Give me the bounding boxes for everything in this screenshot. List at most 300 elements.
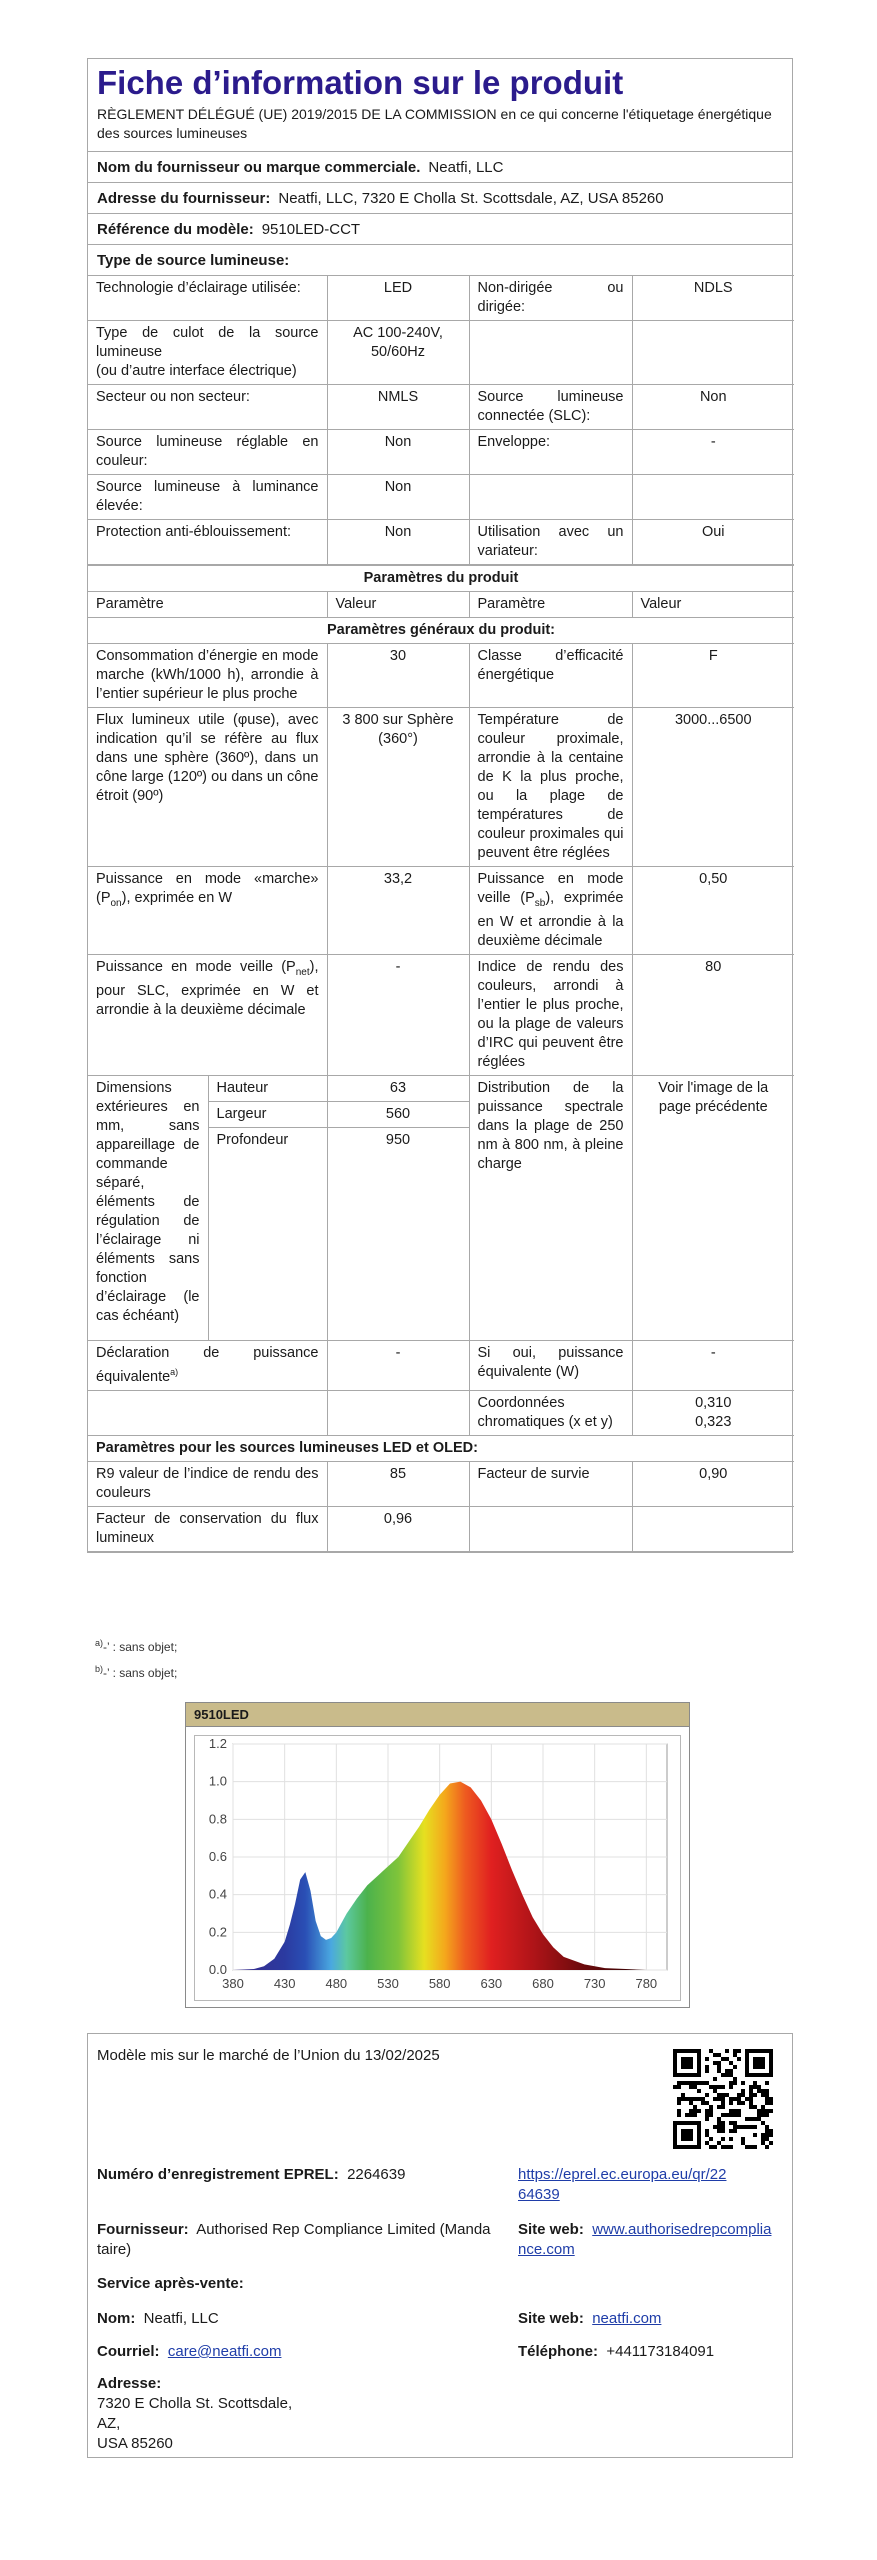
cap-type-label: Type de culot de la source lumineuse [96, 325, 319, 360]
qr-module [765, 2097, 769, 2101]
rep-site-link[interactable]: nce.com [518, 2241, 575, 2258]
qr-module [737, 2109, 741, 2113]
param-value: 0,50 [632, 867, 794, 955]
qr-module [737, 2097, 741, 2101]
qr-module [689, 2081, 693, 2085]
label-part: Puissance en mode «marche» (P [96, 871, 319, 906]
qr-module [729, 2097, 733, 2101]
empty-cell [632, 1506, 794, 1551]
type-label: Utilisation avec un variateur: [469, 520, 632, 565]
eprel-value: 2264639 [347, 2166, 406, 2183]
market-date-text: Modèle mis sur le marché de l’Union du 13/02/2025 [97, 2047, 440, 2064]
model-label: Référence du modèle: [97, 220, 254, 238]
qr-module [765, 2101, 769, 2105]
qr-module [733, 2097, 737, 2101]
type-label [469, 321, 632, 385]
qr-module [705, 2081, 709, 2085]
qr-module [745, 2117, 749, 2121]
column-header: Valeur [327, 592, 469, 618]
qr-module [753, 2133, 757, 2137]
label-sub: sb [534, 897, 546, 909]
qr-module [725, 2073, 729, 2077]
footnote-b [95, 1658, 177, 1684]
type-value: Non [327, 520, 469, 565]
label-sub: net [295, 966, 310, 978]
qr-module [705, 2065, 709, 2069]
qr-module [713, 2053, 717, 2057]
eprel-link-line[interactable]: https://eprel.ec.europa.eu/qr/22 [518, 2166, 727, 2183]
qr-module [757, 2109, 761, 2113]
qr-finder-core [681, 2057, 693, 2069]
qr-module [681, 2081, 685, 2085]
qr-module [737, 2049, 741, 2053]
qr-module [765, 2081, 769, 2085]
qr-module [765, 2089, 769, 2093]
qr-module [681, 2097, 685, 2101]
qr-module [761, 2093, 765, 2097]
qr-module [765, 2137, 769, 2141]
qr-module [713, 2077, 717, 2081]
qr-module [689, 2109, 693, 2113]
qr-module [749, 2117, 753, 2121]
param-label: Consommation d’énergie en mode marche (kWh/1000 h), arrondie à l’entier supérieur le plus proche [88, 644, 327, 708]
qr-module [709, 2109, 713, 2113]
address-line: AZ, [97, 2415, 121, 2432]
qr-module [705, 2141, 709, 2145]
qr-module [717, 2085, 721, 2089]
param-label: Facteur de conservation du flux lumineux [88, 1506, 327, 1551]
param-value: 30 [327, 644, 469, 708]
registration-card [87, 2033, 793, 2458]
param-value: 0,96 [327, 1506, 469, 1551]
table-row [88, 708, 794, 867]
qr-module [741, 2089, 745, 2093]
qr-module [737, 2093, 741, 2097]
type-value: NDLS [632, 276, 794, 321]
qr-module [729, 2073, 733, 2077]
eprel-link-line[interactable]: 64639 [518, 2186, 560, 2203]
x-tick-label: 530 [377, 1976, 399, 1991]
qr-module [725, 2145, 729, 2149]
footnote-text: -’ : sans objet; [103, 1640, 178, 1654]
column-header: Valeur [632, 592, 794, 618]
qr-module [741, 2125, 745, 2129]
qr-module [725, 2057, 729, 2061]
x-tick-label: 380 [222, 1976, 244, 1991]
chart-title: 9510LED [186, 1703, 689, 1727]
eprel-label: Numéro d’enregistrement EPREL: [97, 2166, 339, 2183]
qr-module [749, 2085, 753, 2089]
param-value [632, 1390, 794, 1435]
phone-value: +441173184091 [606, 2343, 715, 2360]
qr-module [717, 2117, 721, 2121]
service-name-value: Neatfi, LLC [143, 2310, 219, 2327]
qr-module [753, 2125, 757, 2129]
qr-module [717, 2105, 721, 2109]
y-tick-label: 0.6 [208, 1849, 227, 1864]
qr-module [713, 2097, 717, 2101]
qr-module [709, 2049, 713, 2053]
qr-module [689, 2085, 693, 2089]
footnote-mark: b) [95, 1664, 104, 1674]
qr-module [737, 2125, 741, 2129]
param-label [88, 1340, 327, 1390]
label-part: ), exprimée en W et arrondie à la deuxième décimale [477, 890, 624, 949]
spectrum-svg [195, 1736, 682, 2002]
y-tick-label: 1.2 [208, 1736, 227, 1751]
qr-module [677, 2081, 681, 2085]
qr-module [745, 2125, 749, 2129]
qr-module [765, 2145, 769, 2149]
qr-module [729, 2085, 733, 2089]
qr-module [721, 2097, 725, 2101]
column-header: Paramètre [469, 592, 632, 618]
type-label [88, 321, 327, 385]
param-value: 950 [327, 1127, 469, 1340]
type-label: Source lumineuse connectée (SLC): [469, 385, 632, 430]
table-row [88, 385, 794, 430]
qr-module [733, 2081, 737, 2085]
label-part: Déclaration de puissance équivalente [96, 1344, 319, 1385]
qr-module [721, 2093, 725, 2097]
qr-code-icon [673, 2049, 773, 2149]
product-info-sheet [87, 58, 793, 1553]
x-tick-label: 430 [273, 1976, 296, 1991]
eprel-link[interactable] [518, 2165, 726, 2205]
service-site-link[interactable]: neatfi.com [592, 2310, 662, 2327]
supplier-name-label: Nom du fournisseur ou marque commerciale. [97, 158, 421, 176]
qr-module [753, 2117, 757, 2121]
qr-module [753, 2105, 757, 2109]
type-value: AC 100-240V, 50/60Hz [327, 321, 469, 385]
qr-module [729, 2109, 733, 2113]
type-heading: Type de source lumineuse: [97, 251, 290, 269]
model-value: 9510LED-CCT [261, 220, 361, 238]
x-tick-label: 580 [428, 1976, 451, 1991]
qr-module [705, 2133, 709, 2137]
qr-module [701, 2101, 705, 2105]
qr-module [689, 2113, 693, 2117]
service-heading: Service après-vente: [97, 2275, 244, 2292]
regulation-subtitle: RÈGLEMENT DÉLÉGUÉ (UE) 2019/2015 DE LA COMMISSION en ce qui concerne l'étiquetage énergétique des sources lumineuses [97, 106, 772, 141]
qr-module [729, 2069, 733, 2073]
qr-module [737, 2057, 741, 2061]
param-value: 80 [632, 954, 794, 1075]
supplier-address-label: Adresse du fournisseur: [97, 189, 271, 207]
param-value: - [327, 1340, 469, 1390]
param-value: - [327, 954, 469, 1075]
qr-module [705, 2109, 709, 2113]
cap-type-label-note: (ou d’autre interface électrique) [96, 363, 297, 379]
label-sup: a) [170, 1366, 179, 1377]
qr-module [765, 2133, 769, 2137]
qr-module [709, 2145, 713, 2149]
qr-module [705, 2093, 709, 2097]
qr-module [729, 2145, 733, 2149]
address-block [97, 2374, 292, 2454]
qr-module [693, 2097, 697, 2101]
table-row [88, 430, 794, 475]
qr-module [721, 2105, 725, 2109]
qr-module [733, 2129, 737, 2133]
param-value: 63 [327, 1075, 469, 1101]
label-part: ), exprimée en W [121, 890, 233, 906]
type-label: Protection anti-éblouissement: [88, 520, 327, 565]
qr-module [749, 2101, 753, 2105]
qr-module [677, 2109, 681, 2113]
type-value [632, 475, 794, 520]
label-part: Puissance en mode veille (P [477, 871, 624, 906]
qr-module [685, 2113, 689, 2117]
qr-module [697, 2109, 701, 2113]
qr-module [717, 2053, 721, 2057]
type-value: Oui [632, 520, 794, 565]
empty-cell [469, 1506, 632, 1551]
y-tick-label: 1.0 [208, 1773, 227, 1789]
type-value: - [632, 430, 794, 475]
table-row [88, 276, 794, 321]
qr-module [737, 2101, 741, 2105]
param-label: Distribution de la puissance spectrale dans la plage de 250 nm à 800 nm, à pleine charge [469, 1075, 632, 1340]
param-value: F [632, 644, 794, 708]
qr-module [757, 2089, 761, 2093]
table-row [88, 566, 794, 592]
qr-module [725, 2093, 729, 2097]
qr-module [705, 2129, 709, 2133]
qr-module [701, 2097, 705, 2101]
qr-module [749, 2093, 753, 2097]
section-heading: Paramètres du produit [88, 566, 794, 592]
qr-module [729, 2121, 733, 2125]
param-label [88, 867, 327, 955]
supplier-address-row [88, 182, 792, 213]
qr-module [761, 2113, 765, 2117]
qr-module [757, 2113, 761, 2117]
qr-module [729, 2137, 733, 2141]
qr-module [697, 2097, 701, 2101]
type-label: Source lumineuse réglable en couleur: [88, 430, 327, 475]
param-value: 85 [327, 1461, 469, 1506]
footnote-text: -’ : sans objet; [103, 1666, 178, 1680]
qr-module [769, 2141, 773, 2145]
type-label: Technologie d’éclairage utilisée: [88, 276, 327, 321]
address-label: Adresse: [97, 2375, 162, 2392]
qr-module [717, 2061, 721, 2065]
qr-module [713, 2125, 717, 2129]
qr-module [717, 2121, 721, 2125]
type-label: Source lumineuse à luminance élevée: [88, 475, 327, 520]
type-table [88, 275, 794, 565]
param-value: - [632, 1340, 794, 1390]
table-row [88, 1340, 794, 1390]
qr-finder-core [681, 2129, 693, 2141]
dim-label: Hauteur [208, 1075, 327, 1101]
qr-module [709, 2137, 713, 2141]
qr-module [761, 2141, 765, 2145]
type-label: Non-dirigée ou dirigée: [469, 276, 632, 321]
param-value: 3000...6500 [632, 708, 794, 867]
parameters-table [88, 565, 794, 1552]
qr-module [753, 2093, 757, 2097]
qr-module [677, 2101, 681, 2105]
qr-module [749, 2097, 753, 2101]
qr-module [733, 2065, 737, 2069]
supplier-name-row [88, 151, 792, 182]
param-label: Facteur de survie [469, 1461, 632, 1506]
table-row [88, 1461, 794, 1506]
column-header: Paramètre [88, 592, 327, 618]
qr-module [721, 2073, 725, 2077]
chroma-x: 0,310 [695, 1394, 732, 1411]
label-sub: on [110, 897, 122, 909]
table-row [88, 1075, 794, 1101]
x-tick-label: 680 [532, 1976, 554, 1991]
qr-module [769, 2101, 773, 2105]
qr-module [685, 2097, 689, 2101]
qr-module [749, 2105, 753, 2109]
table-row [88, 592, 794, 618]
email-row [97, 2342, 281, 2362]
service-site-label: Site web: [518, 2310, 584, 2327]
rep-value: taire) [97, 2241, 132, 2258]
qr-module [685, 2081, 689, 2085]
service-site-row [518, 2309, 661, 2329]
qr-module [761, 2089, 765, 2093]
qr-module [673, 2085, 677, 2089]
qr-module [765, 2109, 769, 2113]
qr-module [681, 2093, 685, 2097]
dim-label: Largeur [208, 1101, 327, 1127]
qr-module [717, 2097, 721, 2101]
type-value [632, 321, 794, 385]
param-label [88, 954, 327, 1075]
qr-module [693, 2081, 697, 2085]
param-value: Voir l'image de la page précédente [632, 1075, 794, 1340]
rep-row [97, 2220, 502, 2260]
qr-module [733, 2113, 737, 2117]
table-row [88, 954, 794, 1075]
qr-module [713, 2145, 717, 2149]
y-tick-label: 0.8 [208, 1811, 227, 1827]
label-part: Puissance en mode veille (P [96, 958, 296, 975]
qr-module [713, 2089, 717, 2093]
qr-module [745, 2145, 749, 2149]
param-value: 560 [327, 1101, 469, 1127]
service-name-label: Nom: [97, 2310, 136, 2327]
qr-module [717, 2069, 721, 2073]
qr-module [761, 2105, 765, 2109]
y-tick-label: 0.4 [208, 1886, 227, 1902]
qr-module [721, 2113, 725, 2117]
qr-module [677, 2113, 681, 2117]
qr-module [705, 2069, 709, 2073]
qr-module [717, 2065, 721, 2069]
supplier-name-value: Neatfi, LLC [428, 158, 504, 176]
table-row [88, 618, 794, 644]
address-line: 7320 E Cholla St. Scottsdale, [97, 2395, 293, 2412]
qr-module [757, 2085, 761, 2089]
qr-module [689, 2097, 693, 2101]
qr-module [761, 2133, 765, 2137]
qr-module [749, 2089, 753, 2093]
email-link[interactable]: care@neatfi.com [167, 2343, 282, 2360]
rep-site-link[interactable]: www.authorisedrepcomplia [592, 2221, 772, 2238]
qr-module [733, 2077, 737, 2081]
qr-module [717, 2093, 721, 2097]
param-label: Classe d’efficacité énergétique [469, 644, 632, 708]
qr-module [765, 2125, 769, 2129]
qr-module [749, 2145, 753, 2149]
type-value: NMLS [327, 385, 469, 430]
type-label: Enveloppe: [469, 430, 632, 475]
qr-module [693, 2105, 697, 2109]
qr-module [693, 2085, 697, 2089]
qr-module [729, 2081, 733, 2085]
x-tick-label: 730 [583, 1976, 606, 1991]
qr-module [729, 2129, 733, 2133]
rep-label: Fournisseur: [97, 2221, 189, 2238]
qr-module [761, 2109, 765, 2113]
qr-module [709, 2113, 713, 2117]
qr-module [733, 2049, 737, 2053]
qr-finder-core [753, 2057, 765, 2069]
qr-module [705, 2117, 709, 2121]
type-value: LED [327, 276, 469, 321]
qr-module [765, 2093, 769, 2097]
qr-module [729, 2113, 733, 2117]
qr-module [701, 2081, 705, 2085]
y-tick-label: 0.2 [208, 1924, 227, 1940]
qr-module [721, 2145, 725, 2149]
table-row [88, 1390, 794, 1435]
qr-module [725, 2113, 729, 2117]
x-tick-label: 630 [480, 1976, 503, 1991]
qr-module [713, 2061, 717, 2065]
qr-module [677, 2097, 681, 2101]
section-heading: Paramètres pour les sources lumineuses LED et OLED: [88, 1435, 794, 1461]
param-value: 3 800 sur Sphère (360°) [327, 708, 469, 867]
param-label: R9 valeur de l’indice de rendu des couleurs [88, 1461, 327, 1506]
chroma-y: 0,323 [695, 1413, 732, 1430]
eprel-row [97, 2165, 405, 2185]
qr-module [705, 2113, 709, 2117]
table-row [88, 520, 794, 565]
table-row [88, 321, 794, 385]
qr-module [733, 2109, 737, 2113]
footnote-a [95, 1632, 177, 1658]
param-label: Dimensions extérieures en mm, sans appareillage de commande séparé, éléments de régulation de l’éclairage ni éléments sans fonction d’éclairage (le cas échéant) [88, 1075, 208, 1340]
type-value: Non [327, 430, 469, 475]
qr-module [677, 2085, 681, 2089]
qr-module [769, 2133, 773, 2137]
spectrum-chart [185, 1702, 690, 2008]
address-line: USA 85260 [97, 2435, 173, 2452]
qr-module [753, 2145, 757, 2149]
qr-module [697, 2081, 701, 2085]
qr-module [717, 2141, 721, 2145]
type-value: Non [632, 385, 794, 430]
y-tick-label: 0.0 [208, 1962, 227, 1977]
table-row [88, 644, 794, 708]
qr-module [741, 2137, 745, 2141]
qr-module [721, 2125, 725, 2129]
qr-module [753, 2081, 757, 2085]
qr-module [705, 2057, 709, 2061]
table-row [88, 475, 794, 520]
qr-module [729, 2101, 733, 2105]
qr-module [693, 2113, 697, 2117]
phone-label: Téléphone: [518, 2343, 599, 2360]
